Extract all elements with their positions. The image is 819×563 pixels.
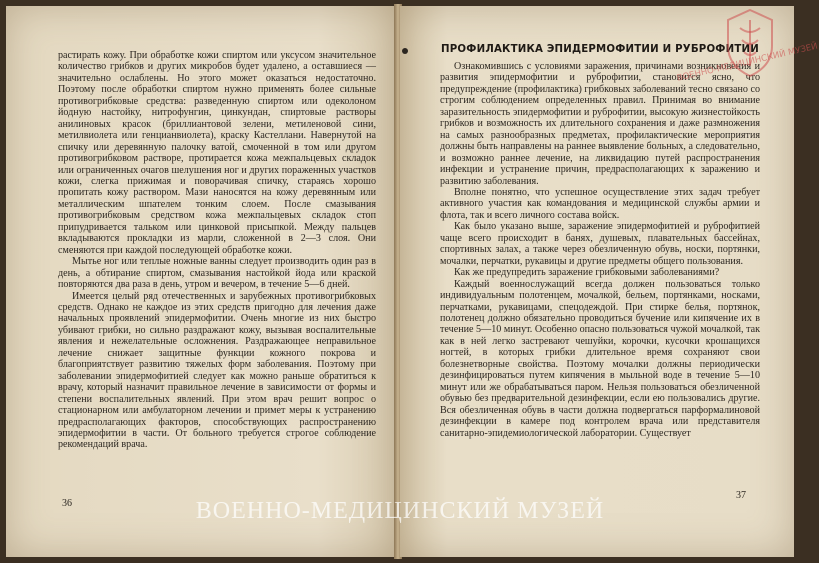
paragraph: Ознакомившись с условиями заражения, причинами возникновения и развития эпидермофитии и руброфитии, становится ясно, что предупреждение (профилактика) грибковых заболеваний тесно связано со строгим соблюдением определенных правил. Принимая во внимание заразительность эпидермофитии и руброфитии, высокую жизнестойкость грибков и возможность их длительного сохранения и даже размножения на самых разнообразных предметах, профилактические мероприятия должны быть направлены на раннее выявление больных, а следовательно, и возможно раннее лечение, на ликвидацию путей распространения инфекции и устранение причин, предрасполагающих к заражению и развитию заболевания.: [440, 61, 760, 187]
paragraph: Каждый военнослужащий всегда должен пользоваться только индивидуальным полотенцем, мочалкой, бельем, портянками, носками, перчатками, рукавицами, спецодеждой. При стирке белья, портянок, полотенец должно обязательно проводиться бучение или кипячение их в течение 5—10 минут. Особенно опасно пользоваться чужой мочалкой, так как в ней легко застревают чешуйки, корочки, кусочки крошащихся ногтей, в которых грибки длительное время сохраняют свои болезнетворные свойства. Поэтому мочалки должны периодически дезинфицироваться путем кипячения в мыльной воде в течение 5—10 минут или же обрабатываться паром. Нельзя пользоваться обезличенной обувью без предварительной дезинфекции, если ею пользовались другие. Вся обезличенная обувь в части должна подвергаться парформалиновой дезинфекции в камере под контролем врача или представителя санитарно-эпидемиологической лаборатории. Существует: [440, 278, 760, 439]
paragraph: растирать кожу. При обработке кожи спиртом или уксусом значительное количество грибков и других микробов будет удалено, а оставшиеся — значительно ослаблены. Но этого может оказаться недостаточно. Поэтому после обработки спиртом нужно применять более сильные противогрибковые средства: разведенную спиртом или одеколоном йодную настойку, нитрофунгин, цинкундан, спиртовые растворы анилиновых красок (бриллиантовой зелени, метиленовой сини, метилвиолета или генцианвиолета), краску Кастеллани. Навернутой на спичку или деревянную палочку ватой, смоченной в том или другом противогрибковом растворе, протирается кожа межпальцевых складок или ограниченных очагов шелушения ног и других пораженных участков кожи, слегка прижимая и поворачивая спичку, стараясь хорошо пропитать кожу раствором. Мази наносятся на кожу деревянным или металлическим шпателем тонким слоем. После смазывания противогрибковым средством кожа межпальцевых складок стоп припудривается тальком или цинковой присыпкой. Между пальцев вкладываются прокладки из марли, сложенной в 2—3 слоя. Они сменяются при каждой последующей обработке кожи.: [58, 50, 376, 256]
paragraph: Как же предупредить заражение грибковыми заболеваниями?: [454, 267, 720, 279]
paragraph: Имеется целый ряд отечественных и зарубежных противогрибковых средств. Однако не каждое из этих средств пригодно для лечения даже начальных проявлений эпидермофитии. Очень многие из них быстро убивают грибки, но сильно раздражают кожу, вызывая воспалительные явления и нежелательные осложнения. Раздражающее неправильное лечение снижает защитные функции кожного покрова и благоприятствует развитию тяжелых форм заболевания. Поэтому при заболевании эпидермофитией следует как можно раньше обратиться к врачу, который назначит правильное лечение в зависимости от формы и степени воспалительных явлений. При этом врач решит вопрос о стационарном или амбулаторном лечении и примет меры к устранению предрасполагающих факторов, способствующих распространению эпидермофитии в части. От больного требуется строгое соблюдение рекомендаций врача.: [58, 290, 376, 451]
museum-watermark: ВОЕННО-МЕДИЦИНСКИЙ МУЗЕЙ: [195, 498, 605, 524]
paragraph: Мытье ног или теплые ножные ванны следует производить один раз в день, а обтирание спиртом, смазывания настойкой йода или краской повторяются два раза в день, утром и вечером, в течение 5—6 дней.: [58, 256, 376, 291]
left-page-body: [58, 50, 376, 451]
heading-bullet-icon: [402, 48, 408, 54]
right-page: [400, 6, 819, 557]
museum-stamp-text: ВОЕННО-МЕДИЦИНСКИЙ МУЗЕЙ: [676, 41, 819, 84]
page-number: 36: [62, 498, 72, 509]
paragraph: Вполне понятно, что успешное осуществление этих задач требует активного участия как командования и медицинской службы армии и флота, так и всего личного состава войск.: [440, 186, 760, 221]
right-page-body: [440, 61, 760, 439]
page-number: 37: [736, 490, 746, 501]
left-page: [6, 6, 396, 557]
section-heading: ПРОФИЛАКТИКА ЭПИДЕРМОФИТИИ И РУБРОФИТИИ: [441, 44, 759, 55]
paragraph: Как было указано выше, заражение эпидермофитией и руброфитией чаще всего происходит в банях, душевых, плавательных бассейнах, спортивных залах, а также через обезличенную обувь, носки, портянки, мочалки, перчатки, рукавицы и другие предметы общего пользования.: [440, 221, 760, 267]
